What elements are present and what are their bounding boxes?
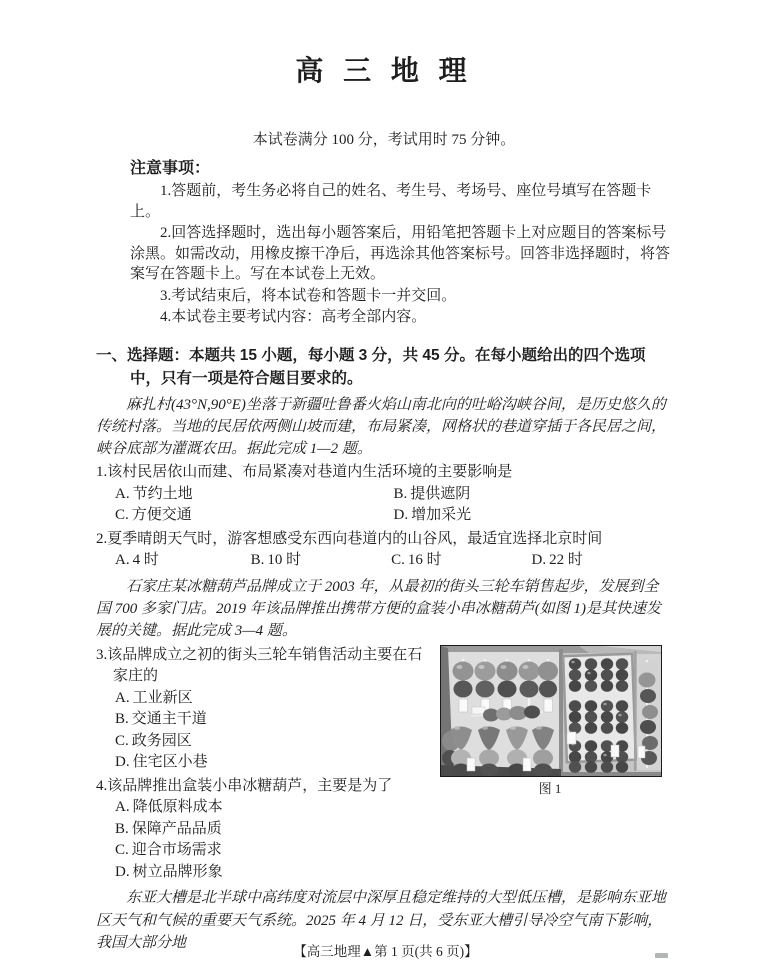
passage-mazha-village: 麻扎村(43°N,90°E)坐落于新疆吐鲁番火焰山南北向的吐峪沟峡谷间，是历史悠久的传统村落。当地的民居依两侧山坡而建，布局紧凑，网格状的巷道穿插于各民居之间，峡谷底部为灌溉农田。据此完成 1—2 题。	[96, 396, 667, 458]
option-label: C.	[115, 842, 129, 859]
option-label: B.	[393, 485, 408, 502]
option-label: C.	[115, 732, 129, 749]
option-text: 政务园区	[131, 732, 192, 749]
option-label: C.	[115, 507, 129, 524]
question-2-option-c	[391, 550, 531, 572]
option-label: D.	[531, 552, 547, 569]
option-label: B.	[250, 552, 265, 569]
question-2-option-a	[115, 550, 251, 572]
option-text: 节约土地	[132, 485, 193, 502]
option-label: D.	[393, 507, 409, 524]
notice-item-2: 2.回答选择题时，选出每小题答案后，用铅笔把答题卡上对应题目的答案标号涂黑。如需改动，用橡皮擦干净后，再选涂其他答案标号。回答非选择题时，将答案写在答题卡上。写在本试卷上无效。	[130, 225, 671, 282]
option-text: 10 时	[267, 552, 302, 569]
option-label: B.	[115, 820, 129, 837]
candied-haws-photo	[440, 645, 662, 777]
question-4-option-b	[115, 819, 672, 841]
question-4-option-a	[115, 797, 672, 819]
option-text: 22 时	[549, 552, 583, 569]
option-text: 提供遮阴	[410, 485, 471, 502]
option-text: 降低原料成本	[132, 799, 223, 816]
question-1-option-c	[115, 505, 394, 527]
figure-1-caption: 图 1	[538, 780, 562, 796]
question-4-option-c	[115, 840, 672, 862]
option-text: 交通主干道	[131, 711, 207, 728]
notice-heading: 注意事项：	[130, 160, 211, 177]
option-text: 工业新区	[132, 689, 193, 706]
notice-section	[96, 158, 672, 328]
figure-1	[440, 645, 660, 797]
question-4-options	[115, 797, 672, 883]
option-label: B.	[115, 711, 129, 728]
option-label: A.	[115, 485, 130, 502]
option-text: 迎合市场需求	[131, 842, 222, 859]
passage-east-asia-trough: 东亚大槽是北半球中高纬度对流层中深厚且稳定维持的大型低压槽，是影响东亚地区天气和气候的重要天气系统。2025 年 4 月 12 日，受东亚大槽引导冷空气南下影响，我国大部分地	[96, 890, 667, 951]
option-text: 16 时	[407, 552, 442, 569]
question-2-option-b	[251, 550, 391, 572]
notice-item-1: 1.答题前，考生务必将自己的姓名、考生号、考场号、座位号填写在答题卡上。	[130, 183, 652, 220]
question-1-option-a	[115, 484, 394, 506]
option-label: C.	[391, 552, 405, 569]
exam-scan-page	[0, 54, 771, 977]
question-2-options-row	[115, 550, 672, 572]
question-1-option-d	[394, 505, 673, 527]
option-text: 增加采光	[411, 507, 472, 524]
notice-item-4: 4.本试卷主要考试内容：高考全部内容。	[160, 309, 427, 325]
question-3-stem: 3.该品牌成立之初的街头三轮车销售活动主要在石家庄的	[96, 646, 423, 685]
question-4-stem: 4.该品牌推出盒装小串冰糖葫芦，主要是为了	[96, 777, 393, 794]
option-label: A.	[115, 799, 130, 816]
question-4-option-d	[115, 862, 672, 884]
option-label: A.	[115, 689, 130, 706]
question-1-options-row-1	[115, 484, 672, 506]
option-label: D.	[115, 863, 130, 880]
option-text: 4 时	[132, 552, 159, 569]
exam-info-line: 本试卷满分 100 分，考试用时 75 分钟。	[252, 132, 516, 148]
question-1-stem: 1.该村民居依山而建、布局紧凑对巷道内生活环境的主要影响是	[96, 464, 513, 481]
question-1-option-b	[394, 484, 673, 506]
question-2-option-d	[532, 550, 672, 572]
section-1-header: 一、选择题：本题共 15 小题，每小题 3 分，共 45 分。在每小题给出的四个选项中，只有一项是符合题目要求的。	[96, 346, 646, 387]
page-footer: 【高三地理▲第 1 页(共 6 页)】	[293, 944, 478, 959]
question-2-stem: 2.夏季晴朗天气时，游客想感受东西向巷道内的山谷风，最适宜选择北京时间	[96, 530, 603, 547]
option-text: 保障产品品质	[131, 820, 222, 837]
scan-artifact	[655, 953, 668, 958]
page-content	[0, 54, 771, 954]
option-text: 树立品牌形象	[132, 863, 223, 880]
option-label: D.	[115, 754, 130, 771]
option-text: 住宅区小巷	[132, 754, 208, 771]
page-title: 高 三 地 理	[295, 55, 473, 86]
question-1-options-row-2	[115, 505, 672, 527]
option-label: A.	[115, 552, 130, 569]
passage-tanghulu-brand: 石家庄某冰糖葫芦品牌成立于 2003 年，从最初的街头三轮车销售起步，发展到全国 700 多家门店。2019 年该品牌推出携带方便的盒装小串冰糖葫芦(如图 1)是其快速发展的关键。据此完成 3—4 题。	[96, 578, 661, 640]
option-text: 方便交通	[131, 507, 192, 524]
notice-item-3: 3.考试结束后，将本试卷和答题卡一并交回。	[160, 287, 457, 304]
